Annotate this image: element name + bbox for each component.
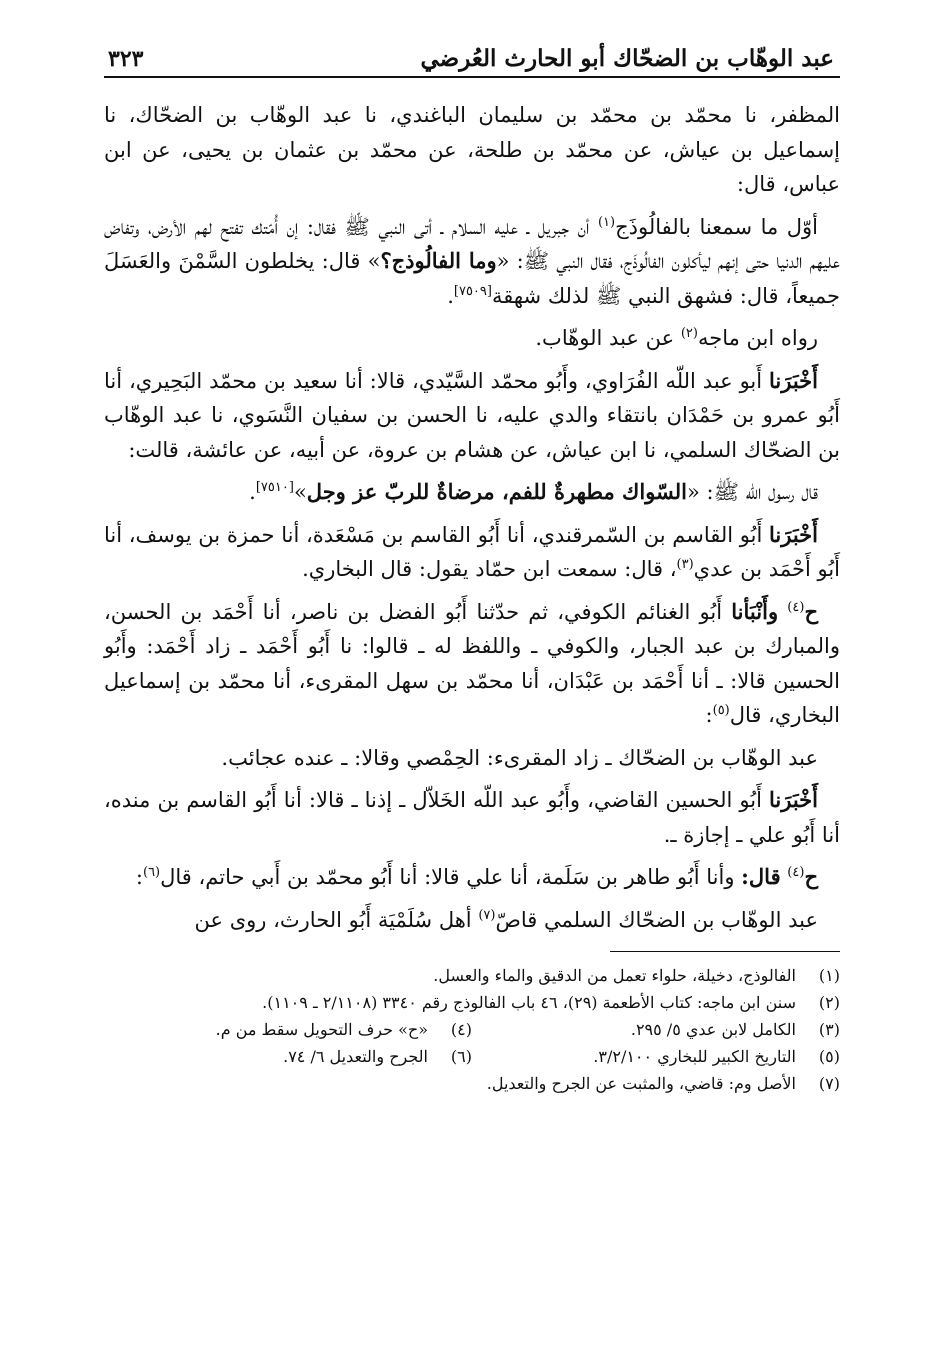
paragraph-7 [104,595,840,733]
paragraph-text: عبد الوهّاب بن الضحّاك ـ زاد المقرىء: الحِمْصي وقالا: ـ عنده عجائب. [221,745,818,770]
footnote-number: (٦) [450,1047,472,1066]
footnote-text: الأصل وم: قاضي، والمثبت عن الجرح والتعديل. [486,1074,796,1093]
footnote-marker: (٦) [142,865,161,880]
tahwil-mark: ح [804,864,818,889]
tahwil-mark: ح [804,598,818,624]
footnote-1 [104,962,840,989]
footnote-text: التاريخ الكبير للبخاري ٣/٢/١٠٠. [593,1047,796,1066]
footnote-row [104,1016,840,1043]
footnote-text: الجرح والتعديل ٦/ ٧٤. [283,1047,428,1066]
page-number: ٣٢٣ [108,46,144,72]
footnote-marker: (٥) [712,703,730,718]
paragraph-10 [104,860,840,895]
footnote-row [104,989,840,1016]
isnad-keyword: أَخْبَرَنا [769,367,818,393]
running-head [104,34,840,78]
paragraph-5 [104,475,840,510]
footnote-text: الفالوذج، دخيلة، حلواء تعمل من الدقيق والماء والعسل. [433,966,796,985]
paragraph-text: أَبو عبد اللّه الفُرَاوي، وأَبُو محمّد السَّيّدي، قالا: أنا سعيد بن محمّد البَحِيري، أنا أَبُو عمرو بن حَمْدَان بانتقاء والدي عليه، نا الحسن بن سفيان النَّسَوي، نا عبد الوهّاب بن الضحّاك السلمي، نا ابن عياش، عن هشام بن عروة، عن أبيه، عن عائشة، قالت: [104,368,840,462]
paragraph-text: : [705,703,713,727]
paragraph-9 [104,783,840,852]
paragraph-text: أَبُو الحسين القاضي، وأَبُو عبد اللّه الخَلاّل ـ إذنا ـ قالا: أنا أَبُو القاسم بن منده، أنا أَبُو علي ـ إجازة ـ. [104,788,840,847]
paragraph-text: » [293,480,307,504]
paragraph-text: » قال: يخلطون السَّمْنَ والعَسَلَ جميعاً، قال: فشهق النبي ﷺ لذلك شهقة [104,249,840,308]
paragraph-text: أَبُو القاسم بن السّمرقندي، أنا أَبُو القاسم بن مَسْعَدة، أنا حمزة بن يوسف، أنا أَبُو أَحْمَد بن عدي [104,522,840,581]
footnote-6 [104,1043,472,1070]
footnote-row [104,962,840,989]
footnote-number: (٥) [818,1047,840,1066]
footnote-marker: (٧) [478,907,496,923]
footnote-row [104,1043,840,1070]
footnote-marker: (٣) [676,557,694,572]
footnote-4 [104,1016,472,1043]
footnote-number: (١) [818,966,840,985]
footnote-marker: (٤) [787,599,805,615]
isnad-keyword: قال: [741,864,781,889]
hadith-number: [٧٥٠٩] [453,283,492,299]
paragraph-text: قال رسول اللّه ﷺ: « [687,480,818,504]
paragraph-text: عبد الوهّاب بن الضحّاك السلمي قاصّ [495,907,818,932]
main-text [104,98,840,937]
paragraph-text: ، قال: سمعت ابن حمّاد يقول: قال البخاري. [302,557,677,581]
running-title: عبد الوهّاب بن الضحّاك أبو الحارث العُرضي [420,45,834,72]
paragraph-text: . [447,283,454,308]
paragraph-8 [104,741,840,776]
footnote-divider [610,951,840,952]
footnote-3 [472,1016,840,1043]
footnote-text: «ح» حرف التحويل سقط من م. [215,1020,428,1039]
footnote-number: (٣) [818,1020,840,1039]
paragraph-text: رواه ابن ماجه [697,326,818,350]
footnotes [104,962,840,1097]
paragraph-4 [104,364,840,468]
footnote-number: (٢) [818,993,840,1012]
paragraph-text: أهل سُلَمْيَة أَبُو الحارث، روى عن [194,907,472,932]
footnote-text: الكامل لابن عدي ٥/ ٢٩٥. [630,1020,796,1039]
paragraph-3 [104,321,840,356]
footnote-7 [104,1070,840,1097]
paragraph-text: أَبُو الغنائم الكوفي، ثم حدّثنا أَبُو الفضل بن ناصر، أنا أَحْمَد بن الحسن، والمبارك بن عبد الجبار، والكوفي ـ واللفظ له ـ قالوا: نا أَبُو أَحْمَد ـ زاد أَحْمَد: وأَبُو الحسين قالا: ـ أنا أَحْمَد بن عَبْدَان، أنا محمّد بن سهل المقرىء، أنا محمّد بن إسماعيل البخاري، قال [104,599,840,727]
footnote-number: (٤) [450,1020,472,1039]
paragraph-text: المظفر، نا محمّد بن محمّد بن سليمان الباغندي، نا عبد الوهّاب بن الضحّاك، نا إسماعيل بن عياش، عن محمّد بن طلحة، عن محمّد بن عثمان بن يحيى، عن ابن عباس، قال: [104,103,840,196]
footnote-marker: (٢) [680,326,698,341]
paragraph-11 [104,903,840,938]
paragraph-text: عن عبد الوهّاب. [535,326,675,350]
footnote-marker: (٤) [787,865,805,880]
paragraph-text: . [249,480,256,504]
footnote-text: سنن ابن ماجه: كتاب الأطعمة (٢٩)، ٤٦ باب الفالوذج رقم ٣٣٤٠ (٢/١١٠٨ ـ ١١٠٩). [262,993,796,1012]
paragraph-2 [104,210,840,314]
isnad-keyword: أَخْبَرَنا [769,787,818,812]
footnote-marker: (١) [597,214,616,230]
hadith-number: [٧٥١٠] [255,480,294,495]
paragraph-text: : [135,865,143,889]
paragraph-1 [104,98,840,202]
isnad-keyword: أَخْبَرَنا [769,521,818,547]
footnote-5 [472,1043,840,1070]
paragraph-text: أن جبريل ـ عليه السلام ـ أتى النبي ﷺ فقال: إن أُمّتك تفتح لهم الأرض، وتفاض عليهم الدنيا حتى إنهم ليأكلون الفالُوذَج، فقال النبي ﷺ: « [104,214,841,273]
paragraph-text: وأنا أَبُو طاهر بن سَلَمة، أنا علي قالا: أنا أَبُو محمّد بن أَبي حاتم، قال [160,865,735,889]
hadith-quote: السّواك مطهرةٌ للفم، مرضاةٌ للربّ عز وجل [306,479,688,504]
footnote-2 [104,989,840,1016]
footnote-number: (٧) [818,1074,840,1093]
isnad-keyword: وأَنْبَأنا [731,598,779,624]
hadith-quote: وما الفالُوذج؟ [380,248,497,273]
paragraph-6 [104,518,840,587]
footnote-row [104,1070,840,1097]
paragraph-text: أوّل ما سمعنا بالفالُوذَج [615,214,819,239]
